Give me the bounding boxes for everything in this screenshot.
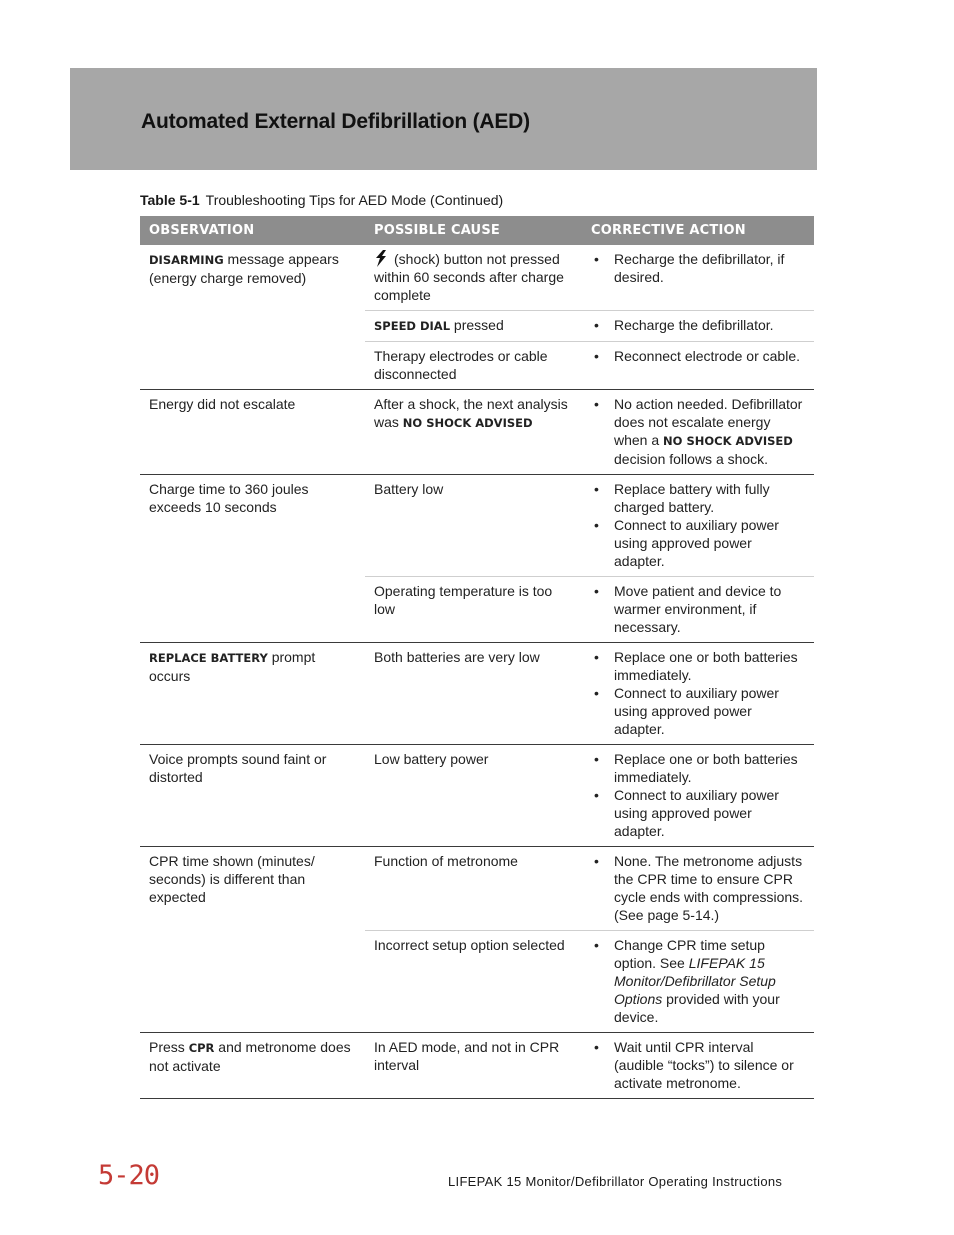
- action-item: [591, 936, 805, 1026]
- action-cell: [582, 311, 814, 342]
- chapter-title: Automated External Defibrillation (AED): [141, 110, 530, 133]
- action-cell: [582, 475, 814, 577]
- column-header-corrective-action: CORRECTIVE ACTION: [582, 216, 814, 245]
- cause-cell: In AED mode, and not in CPR interval: [365, 1033, 582, 1099]
- action-text: Change CPR time setup option. See: [614, 937, 765, 971]
- cause-cell: [365, 245, 582, 311]
- action-list: [591, 1038, 805, 1092]
- action-list: [591, 936, 805, 1026]
- cause-cell: Battery low: [365, 475, 582, 577]
- cause-cell: Low battery power: [365, 745, 582, 847]
- cause-cell: Therapy electrodes or cable disconnected: [365, 342, 582, 390]
- action-text: provided with your device.: [614, 991, 780, 1025]
- action-item: • Recharge the defibrillator.: [591, 316, 805, 334]
- action-item: • Wait until CPR interval (audible “tocks”) to silence or activate metronome.: [591, 1038, 805, 1092]
- observation-text: prompt occurs: [149, 649, 316, 684]
- action-cell: [582, 390, 814, 475]
- keyword-disarming: DISARMING: [149, 253, 224, 267]
- action-cell: [582, 342, 814, 390]
- action-list: [591, 395, 805, 468]
- action-cell: [582, 847, 814, 931]
- observation-cell: Voice prompts sound faint or distorted: [140, 745, 365, 847]
- action-cell: [582, 745, 814, 847]
- keyword-cpr: CPR: [188, 1041, 215, 1055]
- keyword-no-shock-advised: NO SHOCK ADVISED: [402, 416, 533, 430]
- manual-reference: LIFEPAK 15 Monitor/Defibrillator Setup Options: [614, 955, 776, 1007]
- table-row: [140, 847, 814, 931]
- action-list: [591, 750, 805, 840]
- table-header-row: [140, 216, 814, 245]
- action-list: [591, 347, 805, 365]
- cause-cell: Operating temperature is too low: [365, 577, 582, 643]
- observation-text: and metronome does not activate: [149, 1039, 351, 1074]
- action-list: [591, 648, 805, 738]
- cause-text: pressed: [450, 317, 504, 333]
- table-row: [140, 643, 814, 745]
- observation-cell: Charge time to 360 joules exceeds 10 seconds: [140, 475, 365, 643]
- table-row: [140, 245, 814, 311]
- action-item: • Reconnect electrode or cable.: [591, 347, 805, 365]
- observation-cell: [140, 245, 365, 390]
- action-item: • Connect to auxiliary power using approved power adapter.: [591, 516, 805, 570]
- table-caption: [140, 192, 503, 208]
- shock-bolt-icon: [374, 250, 388, 267]
- observation-cell: CPR time shown (minutes/ seconds) is different than expected: [140, 847, 365, 1033]
- cause-cell: [365, 311, 582, 342]
- cause-text: (shock) button not pressed within 60 seconds after charge complete: [374, 251, 564, 303]
- keyword-speed-dial: SPEED DIAL: [374, 319, 451, 333]
- page-number: 5-20: [98, 1160, 160, 1191]
- action-cell: [582, 245, 814, 311]
- action-item: • None. The metronome adjusts the CPR time to ensure CPR cycle ends with compressions. (See page 5-14.): [591, 852, 805, 924]
- table-row: [140, 1033, 814, 1099]
- action-text: No action needed. Defibrillator does not escalate energy when a: [614, 396, 803, 448]
- cause-text: After a shock, the next analysis was: [374, 396, 568, 430]
- keyword-replace-battery: REPLACE BATTERY: [149, 651, 268, 665]
- action-list: [591, 582, 805, 636]
- action-text: decision follows a shock.: [614, 451, 769, 467]
- action-list: [591, 480, 805, 570]
- action-item: • Replace one or both batteries immediately.: [591, 648, 805, 684]
- action-item: • Replace battery with fully charged battery.: [591, 480, 805, 516]
- action-item: • Connect to auxiliary power using approved power adapter.: [591, 786, 805, 840]
- action-cell: [582, 931, 814, 1033]
- action-cell: [582, 577, 814, 643]
- action-list: [591, 316, 805, 334]
- action-item: • Connect to auxiliary power using approved power adapter.: [591, 684, 805, 738]
- keyword-no-shock-advised: NO SHOCK ADVISED: [663, 434, 793, 448]
- cause-cell: Function of metronome: [365, 847, 582, 931]
- table-caption-text: Troubleshooting Tips for AED Mode (Continued): [205, 192, 504, 208]
- action-item: [591, 395, 805, 468]
- cause-cell: Both batteries are very low: [365, 643, 582, 745]
- cause-cell: Incorrect setup option selected: [365, 931, 582, 1033]
- troubleshooting-table: [140, 216, 814, 1099]
- action-item: • Replace one or both batteries immediately.: [591, 750, 805, 786]
- observation-text: Press: [149, 1039, 189, 1055]
- action-list: [591, 852, 805, 924]
- table-row: [140, 390, 814, 475]
- cause-cell: [365, 390, 582, 475]
- footer-manual-title: LIFEPAK 15 Monitor/Defibrillator Operating Instructions: [448, 1174, 783, 1189]
- observation-cell: [140, 643, 365, 745]
- observation-cell: [140, 1033, 365, 1099]
- chapter-header-band: [70, 68, 817, 170]
- action-item: • Move patient and device to warmer environment, if necessary.: [591, 582, 805, 636]
- action-list: [591, 250, 805, 286]
- column-header-observation: OBSERVATION: [140, 216, 365, 245]
- table-caption-label: Table 5-1: [140, 192, 200, 208]
- observation-text: message appears (energy charge removed): [149, 251, 339, 286]
- action-cell: [582, 1033, 814, 1099]
- table-row: [140, 475, 814, 577]
- table-row: [140, 745, 814, 847]
- action-cell: [582, 643, 814, 745]
- action-item: • Recharge the defibrillator, if desired.: [591, 250, 805, 286]
- column-header-possible-cause: POSSIBLE CAUSE: [365, 216, 582, 245]
- observation-cell: Energy did not escalate: [140, 390, 365, 475]
